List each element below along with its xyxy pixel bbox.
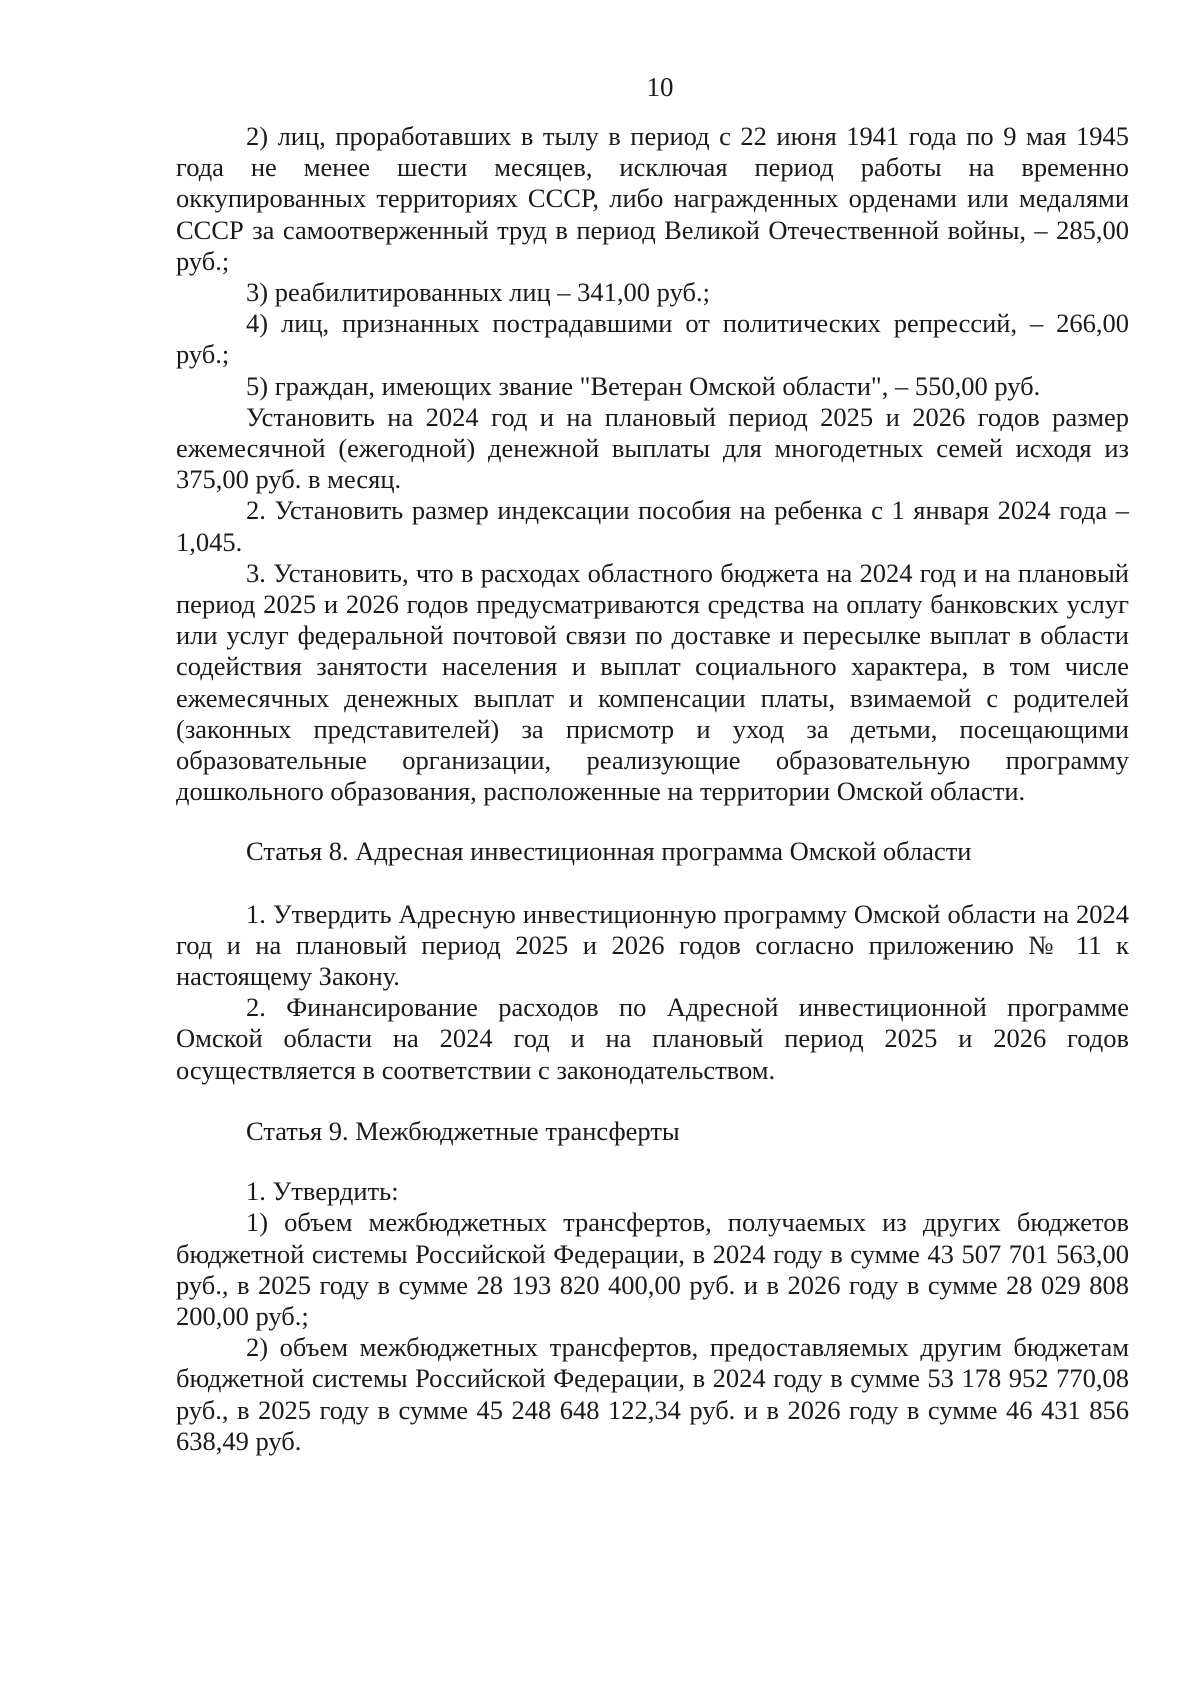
paragraph: 2) объем межбюджетных трансфертов, предоставляемых другим бюджетам бюджетной системы Российской Федерации, в 2024 году в сумме 53 178 952 770,08 руб., в 2025 году в сумме 45 248 648 122,34 руб. и в 2026 году в сумме 46 431 856 638,49 руб. <box>176 1332 1129 1456</box>
paragraph: 1) объем межбюджетных трансфертов, получаемых из других бюджетов бюджетной системы Российской Федерации, в 2024 году в сумме 43 507 701 563,00 руб., в 2025 году в сумме 28 193 820 400,00 руб. и в 2026 году в сумме 28 029 808 200,00 руб.; <box>176 1207 1129 1331</box>
paragraph: 5) граждан, имеющих звание "Ветеран Омской области", – 550,00 руб. <box>246 370 1041 401</box>
paragraph: 3. Установить, что в расходах областного бюджета на 2024 год и на плановый период 2025 и 2026 годов предусматриваются средства на оплату банковских услуг или услуг федеральной почтовой связи по доставке и пересылке выплат в области содействия занятости населения и выплат социального характера, в том числе ежемесячных денежных выплат и компенсации платы, взимаемой с родителей (законных представителей) за присмотр и уход за детьми, посещающими образовательные организации, реализующие образовательную программу дошкольного образования, расположенные на территории Омской области. <box>176 557 1129 807</box>
paragraph: 3) реабилитированных лиц – 341,00 руб.; <box>246 277 710 308</box>
paragraph: 2. Установить размер индексации пособия на ребенка с 1 января 2024 года – 1,045. <box>176 495 1129 557</box>
paragraph: 1. Утвердить: <box>246 1176 399 1207</box>
document-body <box>176 121 1129 1457</box>
paragraph: 4) лиц, признанных пострадавшими от политических репрессий, – 266,00 руб.; <box>176 308 1129 370</box>
page-number: 10 <box>646 72 674 102</box>
article-9-heading: Статья 9. Межбюджетные трансферты <box>246 1115 680 1146</box>
paragraph: 2. Финансирование расходов по Адресной инвестиционной программе Омской области на 2024 год и на плановый период 2025 и 2026 годов осуществляется в соответствии с законодательством. <box>176 992 1129 1085</box>
paragraph: 2) лиц, проработавших в тылу в период с 22 июня 1941 года по 9 мая 1945 года не менее шести месяцев, исключая период работы на временно оккупированных территориях СССР, либо награжденных орденами или медалями СССР за самоотверженный труд в период Великой Отечественной войны, – 285,00 руб.; <box>176 121 1129 276</box>
paragraph: 1. Утвердить Адресную инвестиционную программу Омской области на 2024 год и на плановый период 2025 и 2026 годов согласно приложению № 11 к настоящему Закону. <box>176 898 1129 992</box>
article-8-heading: Статья 8. Адресная инвестиционная программа Омской области <box>246 836 972 867</box>
paragraph: Установить на 2024 год и на плановый период 2025 и 2026 годов размер ежемесячной (ежегодной) денежной выплаты для многодетных семей исходя из 375,00 руб. в месяц. <box>176 401 1129 495</box>
